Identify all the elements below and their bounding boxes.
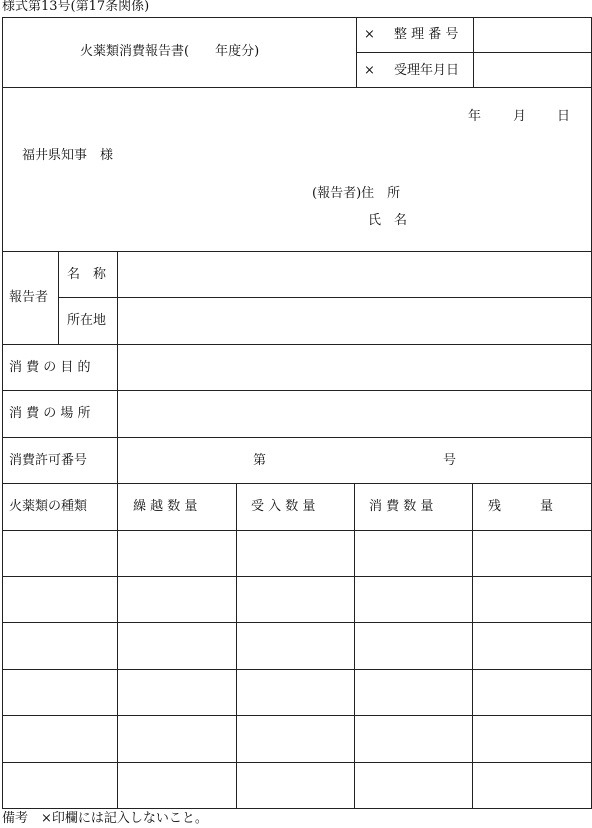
table-cell-remaining[interactable] [473, 623, 590, 668]
table-cell-consumed[interactable] [355, 763, 471, 807]
table-cell-carried-over[interactable] [118, 623, 235, 668]
reporter-address-label: (報告者)住 所 [312, 186, 401, 201]
office-mark-icon: × [364, 63, 375, 78]
table-cell-received[interactable] [237, 716, 353, 761]
table-cell-carried-over[interactable] [118, 577, 235, 621]
table-header-received: 受 入 数 量 [251, 499, 316, 514]
table-cell-received[interactable] [237, 670, 353, 714]
table-cell-consumed[interactable] [355, 716, 471, 761]
table-cell-received[interactable] [237, 531, 353, 575]
receipt-date-label: 受理年月日 [394, 63, 460, 78]
registration-number-label: 整 理 番 号 [394, 27, 459, 42]
reporter-location-field-label: 所在地 [67, 313, 107, 328]
table-cell-received[interactable] [237, 623, 353, 668]
permit-number-label: 消費許可番号 [9, 453, 88, 468]
table-cell-remaining[interactable] [473, 670, 590, 714]
table-cell-carried-over[interactable] [118, 670, 235, 714]
reporter-name-label: 氏 名 [368, 213, 408, 228]
reporter-location-field[interactable] [118, 298, 590, 343]
permit-prefix: 第 [253, 453, 267, 468]
date-year-label: 年 [468, 109, 482, 124]
addressee: 福井県知事 様 [22, 148, 114, 163]
table-cell-explosive-type[interactable] [3, 716, 116, 761]
table-cell-carried-over[interactable] [118, 531, 235, 575]
table-cell-consumed[interactable] [355, 670, 471, 714]
form-number: 様式第13号(第17条関係) [2, 0, 150, 14]
date-day-label: 日 [557, 109, 571, 124]
purpose-label: 消 費 の 目 的 [9, 360, 91, 375]
table-cell-explosive-type[interactable] [3, 763, 116, 807]
table-header-explosive-type: 火薬類の種類 [9, 499, 88, 514]
report-title: 火薬類消費報告書( 年度分) [80, 44, 260, 59]
permit-number-field[interactable] [268, 438, 440, 482]
table-cell-remaining[interactable] [473, 577, 590, 621]
footnote: 備考 ×印欄には記入しないこと。 [2, 811, 208, 826]
table-header-remaining: 残 量 [488, 499, 554, 514]
purpose-field[interactable] [118, 345, 590, 389]
receipt-date-field[interactable] [474, 53, 590, 86]
table-cell-consumed[interactable] [355, 623, 471, 668]
office-mark-icon: × [364, 27, 375, 42]
place-label: 消 費 の 場 所 [9, 406, 91, 421]
table-cell-consumed[interactable] [355, 531, 471, 575]
permit-suffix: 号 [443, 453, 457, 468]
reporter-name-field[interactable] [118, 252, 590, 296]
table-cell-explosive-type[interactable] [3, 577, 116, 621]
table-cell-carried-over[interactable] [118, 716, 235, 761]
table-cell-remaining[interactable] [473, 531, 590, 575]
table-cell-explosive-type[interactable] [3, 531, 116, 575]
registration-number-field[interactable] [474, 18, 590, 51]
table-cell-consumed[interactable] [355, 577, 471, 621]
table-cell-remaining[interactable] [473, 763, 590, 807]
reporter-name-field-label: 名 称 [67, 267, 107, 282]
table-cell-received[interactable] [237, 577, 353, 621]
reporter-group-label: 報告者 [9, 290, 49, 305]
table-cell-received[interactable] [237, 763, 353, 807]
place-field[interactable] [118, 391, 590, 436]
table-cell-explosive-type[interactable] [3, 623, 116, 668]
table-cell-explosive-type[interactable] [3, 670, 116, 714]
table-cell-remaining[interactable] [473, 716, 590, 761]
table-header-carried-over: 繰 越 数 量 [133, 499, 198, 514]
table-cell-carried-over[interactable] [118, 763, 235, 807]
table-header-consumed: 消 費 数 量 [369, 499, 434, 514]
date-month-label: 月 [513, 109, 527, 124]
